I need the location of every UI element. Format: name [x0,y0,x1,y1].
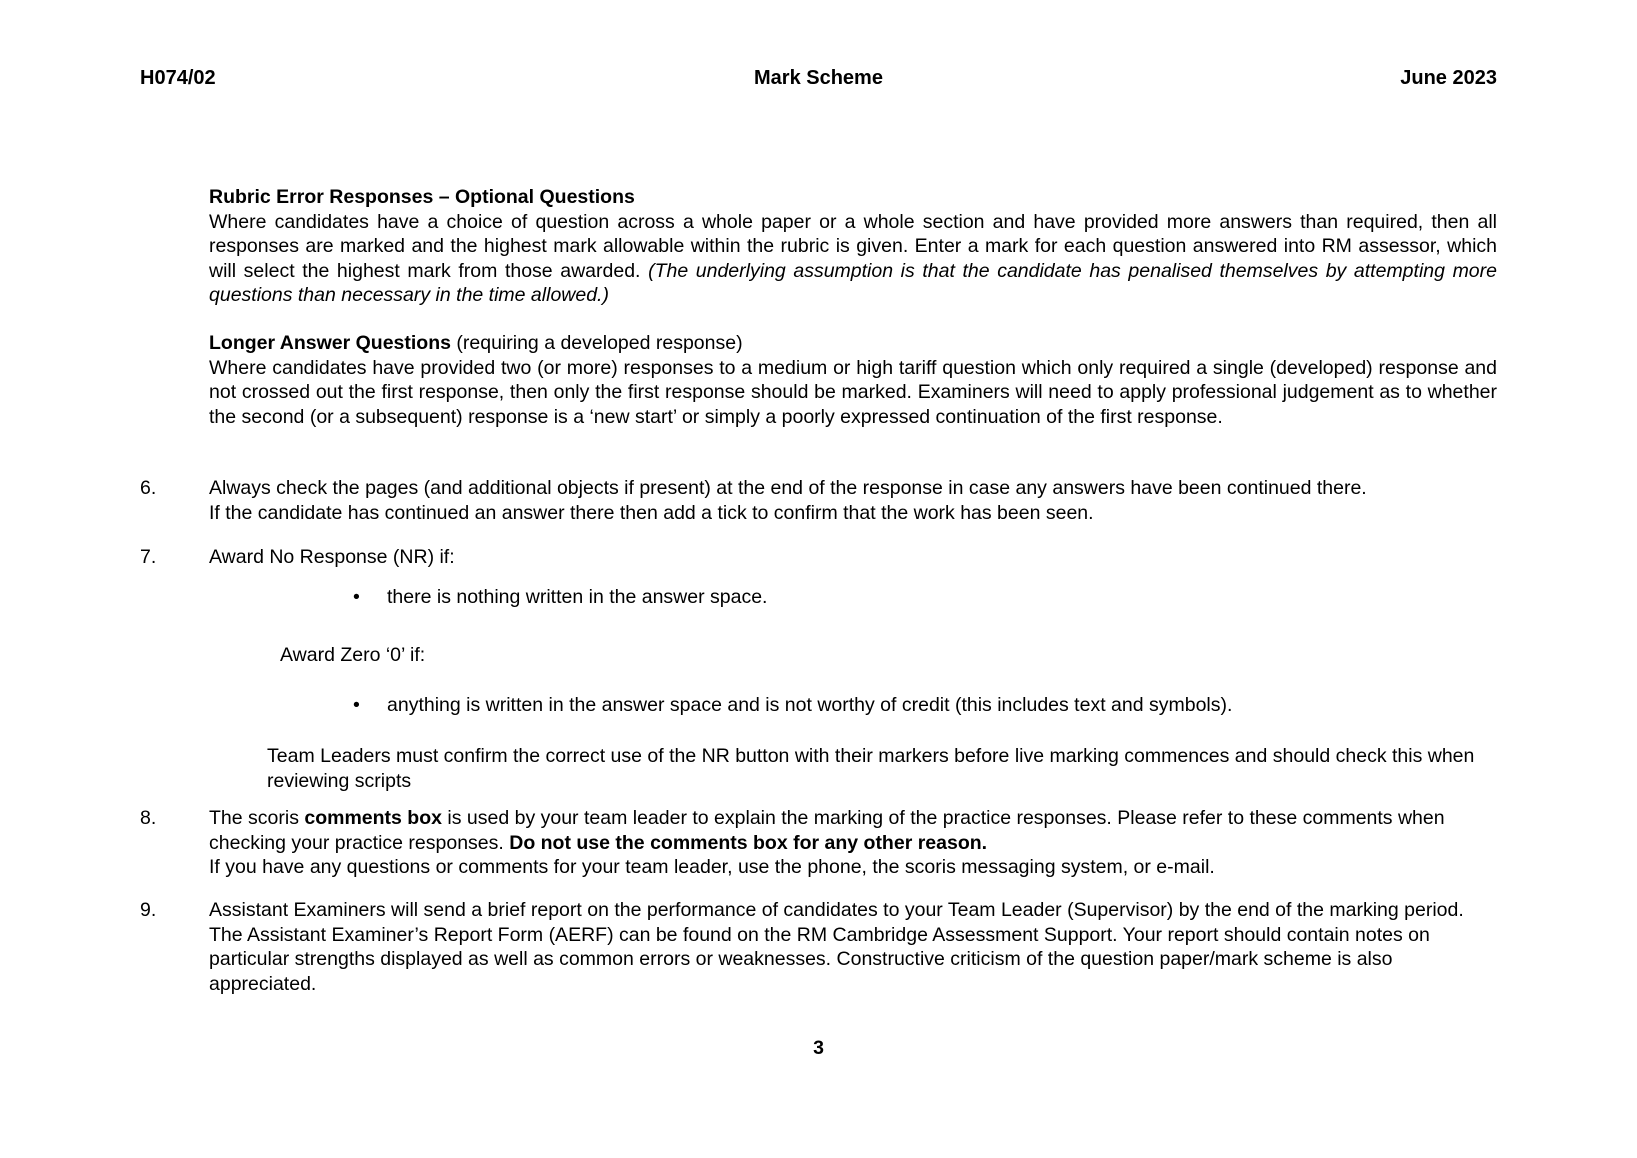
bullet-item-nothing-written [353,585,1497,610]
page-header [140,66,1497,90]
team-leaders-paragraph: Team Leaders must confirm the correct use of the NR button with their markers before live marking commences and should check this when reviewing scripts [267,745,1475,792]
bullet-text: there is nothing written in the answer space. [387,586,768,608]
section-heading-bold: Longer Answer Questions [209,332,451,354]
section-paragraph: Where candidates have provided two (or more) responses to a medium or high tariff question which only required a single (developed) response and not crossed out the first response, then only the first response should be marked. Examiners will need to apply professional judgement as to whether the second (or a subsequent) response is a ‘new start’ or simply a poorly expressed continuation of the first response. [209,356,1497,428]
header-title: Mark Scheme [754,67,883,89]
item-body: Assistant Examiners will send a brief report on the performance of candidates to your Team Leader (Supervisor) by the end of the marking period. The Assistant Examiner’s Report Form (AERF) can be found on the RM Cambridge Assessment Support. Your report should contain notes on particular strengths displayed as well as common errors or weaknesses. Constructive criticism of the question paper/mark scheme is also appreciated. [209,899,1464,995]
section-paragraph [209,210,1497,308]
header-paper-code: H074/02 [140,67,216,89]
item-body [209,476,1497,525]
item-text-line: If the candidate has continued an answer there then add a tick to confirm that the work has been seen. [209,501,1094,524]
section-rubric-error-responses [209,185,1497,308]
list-item-7 [140,545,1497,570]
list-item-8 [140,806,1497,880]
section-heading: Rubric Error Responses – Optional Questions [209,186,635,208]
list-item-9 [140,898,1497,996]
bullet-icon: • [353,586,360,608]
list-item-6 [140,476,1497,525]
bullet-icon: • [353,694,360,716]
item-text-line: Always check the pages (and additional objects if present) at the end of the response in case any answers have been continued there. [209,477,1367,499]
page-number: 3 [813,1037,824,1059]
paragraph-italic-note: (The underlying assumption is that the candidate has penalised themselves by attempting more questions than necessary in the time allowed.) [209,259,1497,306]
item-body: Award No Response (NR) if: [209,546,455,568]
item-text-run: The scoris [209,807,305,829]
item-number: 8. [140,807,157,829]
item-text-run: is used by your team leader to explain the marking of the practice responses. Please refer to these comments when checking your practice responses. [209,807,1445,854]
header-date: June 2023 [1400,67,1497,89]
award-zero-line: Award Zero ‘0’ if: [280,644,426,666]
item-body [209,806,1497,880]
bullet-item-anything-written [353,693,1497,718]
section-longer-answer-questions [209,331,1497,429]
item-number: 9. [140,899,157,921]
paragraph-text: Where candidates have a choice of question across a whole paper or a whole section and have provided more answers than required, then all responses are marked and the highest mark allowable within the rubric is given. Enter a mark for each question answered into RM assessor, which will select the highest mark from those awarded. [209,210,1497,282]
item-text-line: If you have any questions or comments for your team leader, use the phone, the scoris messaging system, or e-mail. [209,856,1215,878]
item-paragraph [209,806,1497,855]
section-heading [209,331,1497,356]
item-number: 6. [140,477,157,499]
section-heading-normal: (requiring a developed response) [450,332,743,354]
item-bold-run: comments box [304,807,442,829]
item-number: 7. [140,546,157,568]
bullet-text: anything is written in the answer space and is not worthy of credit (this includes text and symbols). [387,694,1233,716]
item-bold-run: Do not use the comments box for any other reason. [509,831,988,854]
